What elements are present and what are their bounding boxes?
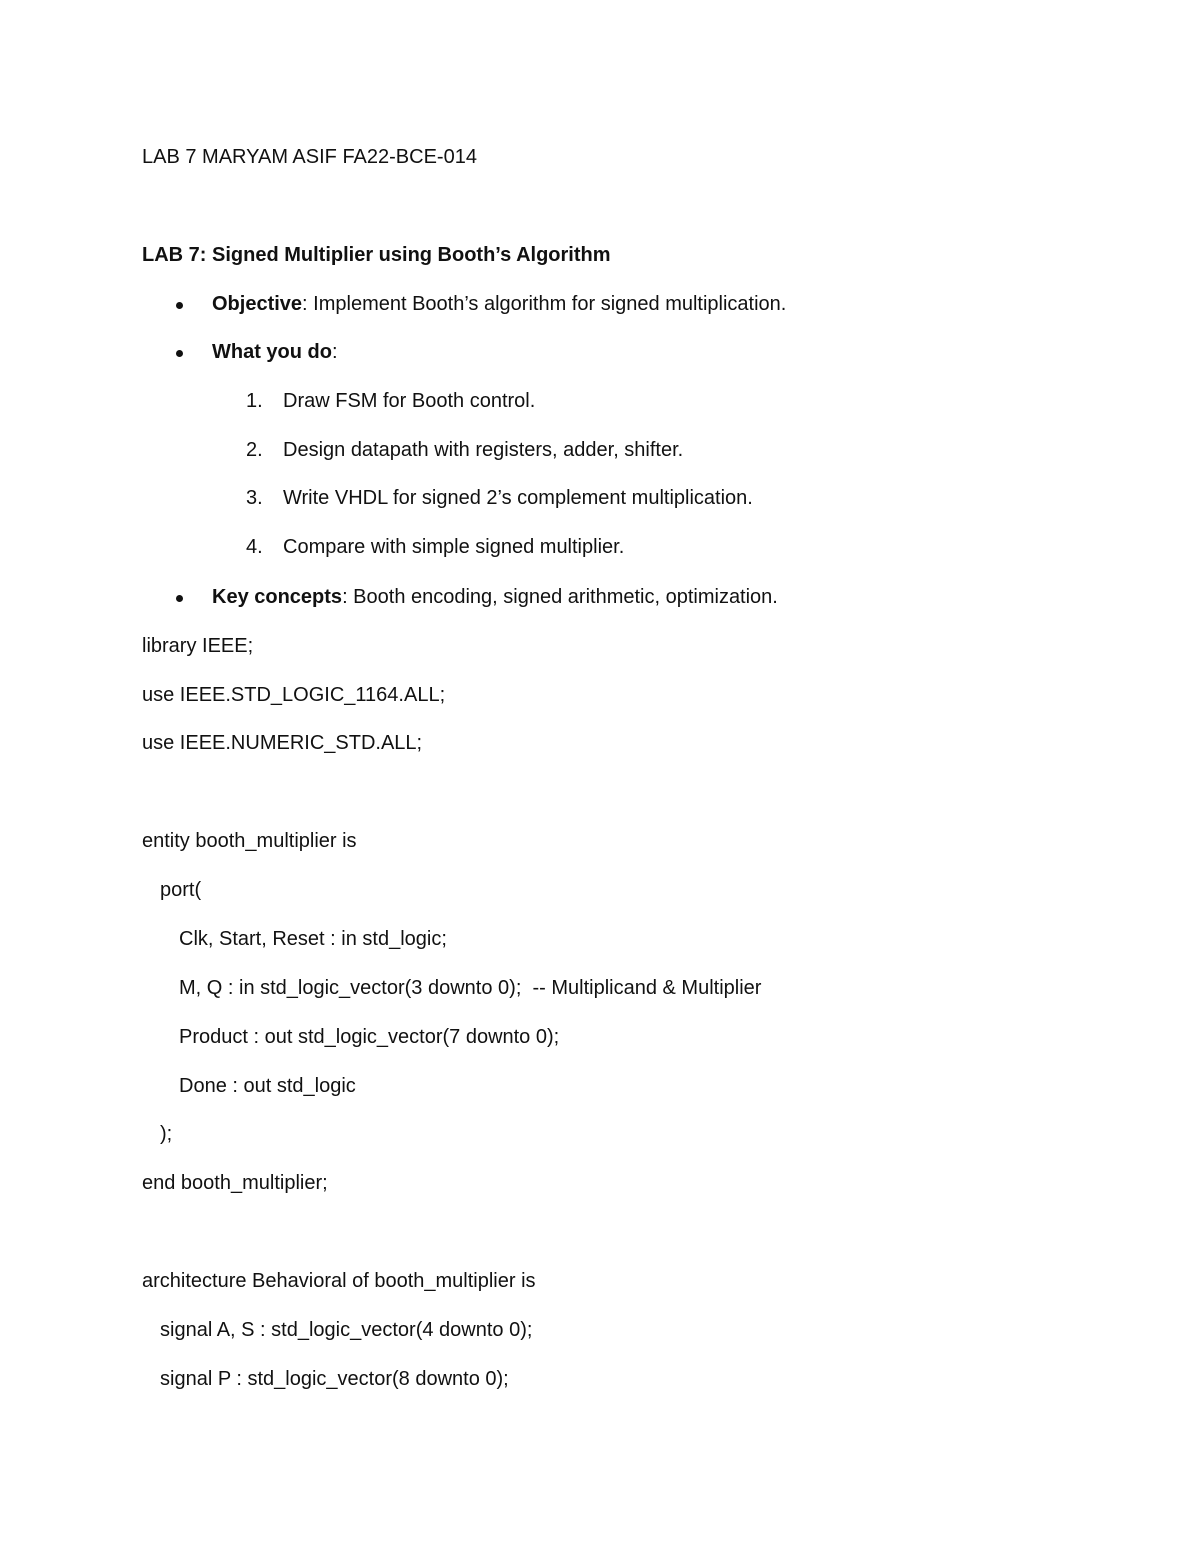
step-number: 3. xyxy=(246,487,263,509)
whatyoudo-item xyxy=(212,340,338,364)
step-number: 4. xyxy=(246,536,263,558)
code-line: use IEEE.NUMERIC_STD.ALL; xyxy=(142,732,423,754)
code-line: Product : out std_logic_vector(7 downto 0); xyxy=(179,1026,560,1048)
lab-title: LAB 7: Signed Multiplier using Booth’s Algorithm xyxy=(142,244,611,266)
bullet-icon xyxy=(176,350,183,357)
code-line: architecture Behavioral of booth_multiplier is xyxy=(142,1270,536,1292)
objective-item xyxy=(212,292,786,316)
step-text: Write VHDL for signed 2’s complement multiplication. xyxy=(283,487,753,509)
code-line: end booth_multiplier; xyxy=(142,1172,328,1194)
code-line: port( xyxy=(160,879,202,901)
step-number: 2. xyxy=(246,439,263,461)
step-text: Compare with simple signed multiplier. xyxy=(283,536,625,558)
code-line: Done : out std_logic xyxy=(179,1075,356,1097)
whatyoudo-colon: : xyxy=(331,341,338,363)
step-text: Draw FSM for Booth control. xyxy=(283,390,536,412)
code-line: M, Q : in std_logic_vector(3 downto 0); -- Multiplicand & Multiplier xyxy=(179,977,762,999)
step-text: Design datapath with registers, adder, shifter. xyxy=(283,439,684,461)
code-line: library IEEE; xyxy=(142,635,254,657)
bullet-icon xyxy=(176,302,183,309)
keyconcepts-item xyxy=(212,585,778,609)
code-line: signal A, S : std_logic_vector(4 downto 0); xyxy=(160,1319,533,1341)
step-number: 1. xyxy=(246,390,263,412)
keyconcepts-text: : Booth encoding, signed arithmetic, optimization. xyxy=(342,586,778,608)
code-line: entity booth_multiplier is xyxy=(142,830,357,852)
whatyoudo-label: What you do xyxy=(212,341,332,363)
header-line: LAB 7 MARYAM ASIF FA22-BCE-014 xyxy=(142,146,477,168)
code-line: Clk, Start, Reset : in std_logic; xyxy=(179,928,447,950)
code-line: signal P : std_logic_vector(8 downto 0); xyxy=(160,1368,509,1390)
bullet-icon xyxy=(176,595,183,602)
code-line: use IEEE.STD_LOGIC_1164.ALL; xyxy=(142,684,446,706)
keyconcepts-label: Key concepts xyxy=(212,586,343,608)
objective-text: : Implement Booth’s algorithm for signed multiplication. xyxy=(302,293,787,315)
objective-label: Objective xyxy=(212,293,303,315)
code-line: ); xyxy=(160,1123,173,1145)
